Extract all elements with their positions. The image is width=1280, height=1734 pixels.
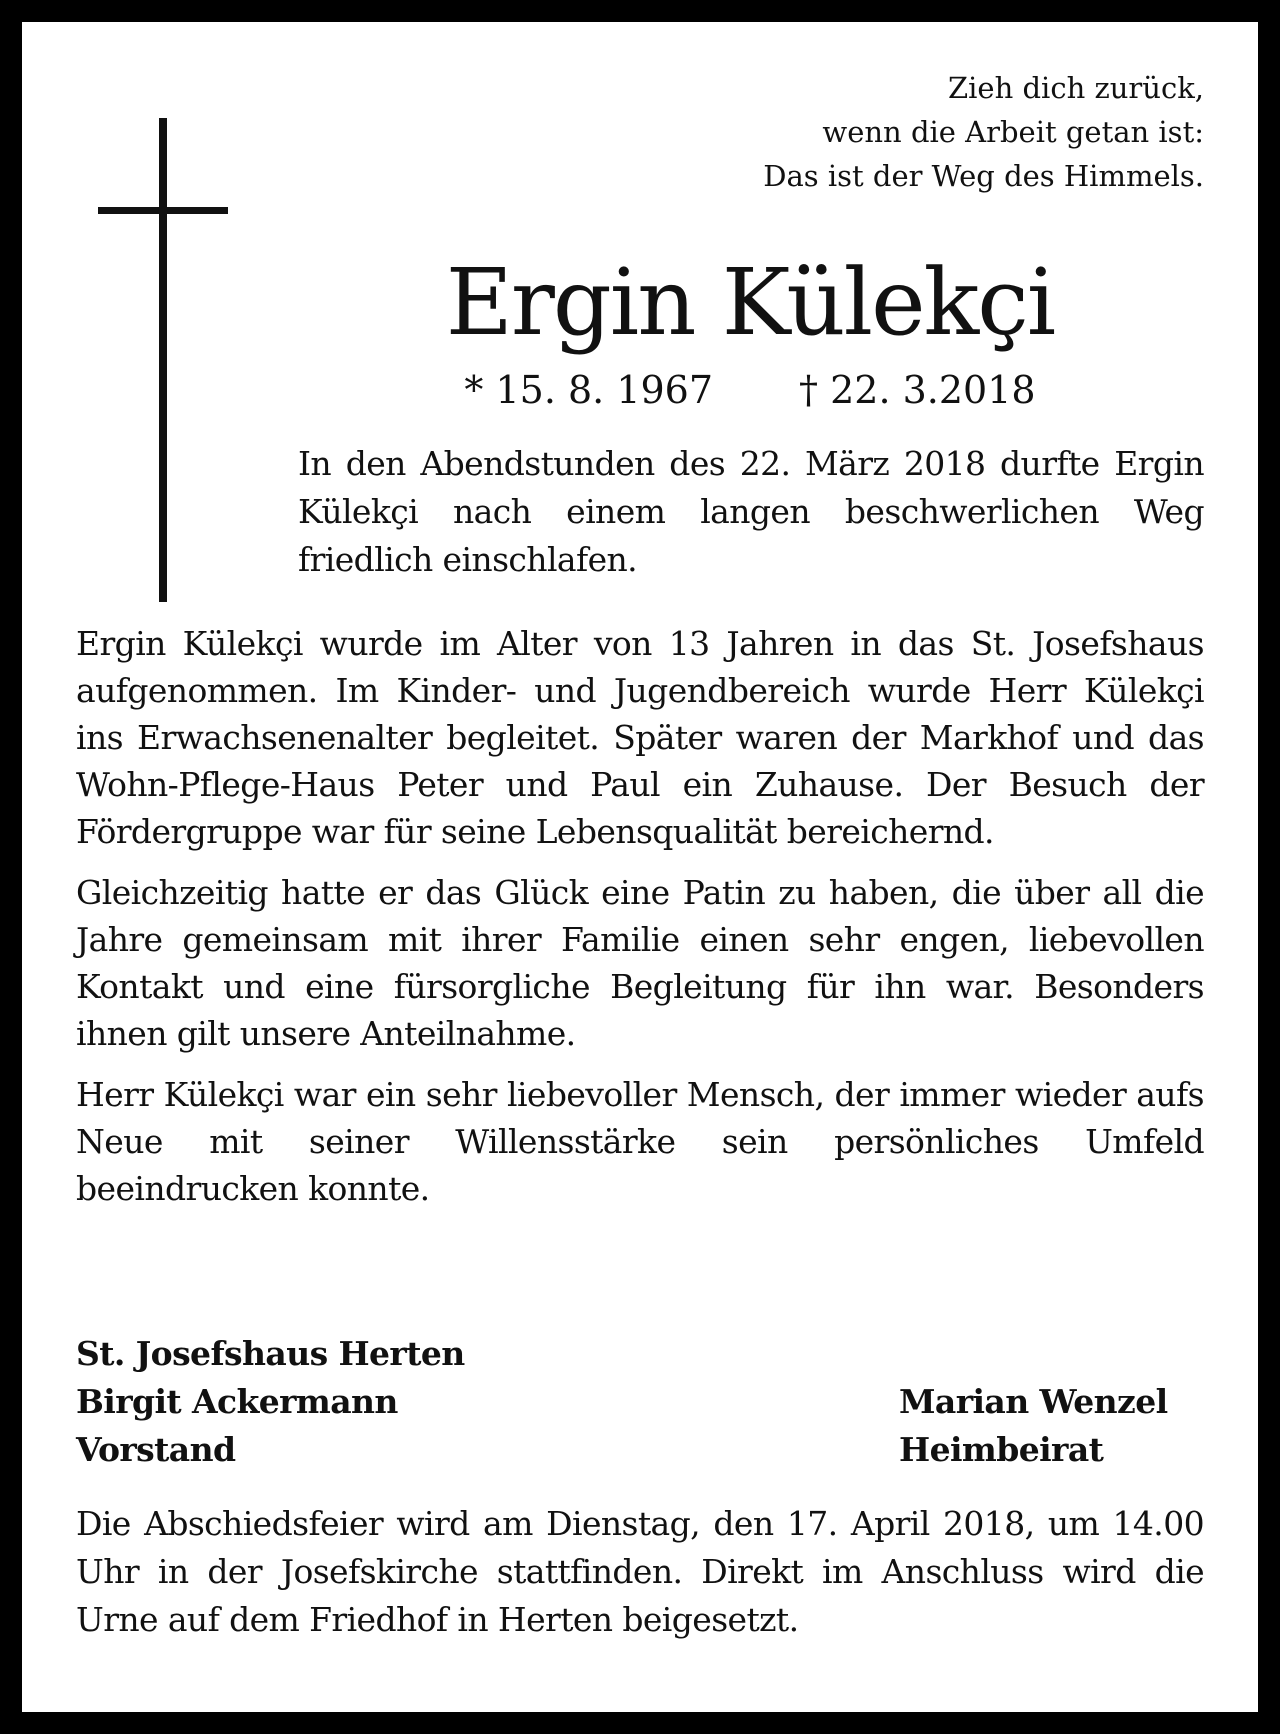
body-paragraph: Ergin Külekçi wurde im Alter von 13 Jahren in das St. Josefshaus aufgenommen. Im Kinder- und Jugendbereich wurde Herr Külekçi ins Erwachsenenalter begleitet. Später waren der Markhof und das Wohn-Pflege-Haus Peter und Paul ein Zuhause. Der Besuch der Fördergruppe war für seine Lebensqualität bereichernd. — [76, 624, 1204, 851]
signature-row — [76, 1378, 1204, 1426]
signatory-left-name: Birgit Ackermann — [76, 1382, 398, 1421]
signatory-right-name: Marian Wenzel — [899, 1382, 1168, 1421]
institution-name: St. Josefshaus Herten — [76, 1334, 465, 1373]
body-paragraph: Gleichzeitig hatte er das Glück eine Patin zu haben, die über all die Jahre gemeinsam mit ihrer Familie einen sehr engen, liebevollen Kontakt und eine fürsorgliche Begleitung für ihn war. Besonders ihnen gilt unsere Anteilnahme. — [76, 873, 1204, 1053]
body-paragraph: Herr Külekçi war ein sehr liebevoller Mensch, der immer wieder aufs Neue mit seiner Willensstärke sein persönliches Umfeld beeindrucken konnte. — [76, 1075, 1204, 1208]
signature-row — [76, 1426, 1204, 1474]
motto-quote — [644, 66, 1204, 198]
life-dates — [300, 366, 1200, 414]
cross-icon — [159, 118, 167, 602]
motto-line: Das ist der Weg des Himmels. — [763, 159, 1204, 193]
birth-date: * 15. 8. 1967 — [464, 368, 714, 412]
cross-icon-crossbar — [98, 207, 228, 214]
farewell-notice: Die Abschiedsfeier wird am Dienstag, den 17. April 2018, um 14.00 Uhr in der Josefskirche stattfinden. Direkt im Anschluss wird die Urne auf dem Friedhof in Herten beigesetzt. — [76, 1504, 1204, 1639]
signatory-right-role: Heimbeirat — [899, 1430, 1104, 1469]
signature-row — [76, 1330, 1204, 1378]
intro-paragraph: In den Abendstunden des 22. März 2018 durfte Ergin Külekçi nach einem langen beschwerlichen Weg friedlich einschlafen. — [298, 444, 1204, 579]
motto-line: wenn die Arbeit getan ist: — [822, 115, 1204, 149]
deceased-name: Ergin Külekçi — [445, 249, 1055, 356]
motto-line: Zieh dich zurück, — [948, 71, 1204, 105]
death-date: † 22. 3.2018 — [799, 368, 1036, 412]
signature-block — [76, 1330, 1204, 1474]
obituary-body — [76, 620, 1204, 1226]
signatory-left-role: Vorstand — [76, 1430, 236, 1469]
